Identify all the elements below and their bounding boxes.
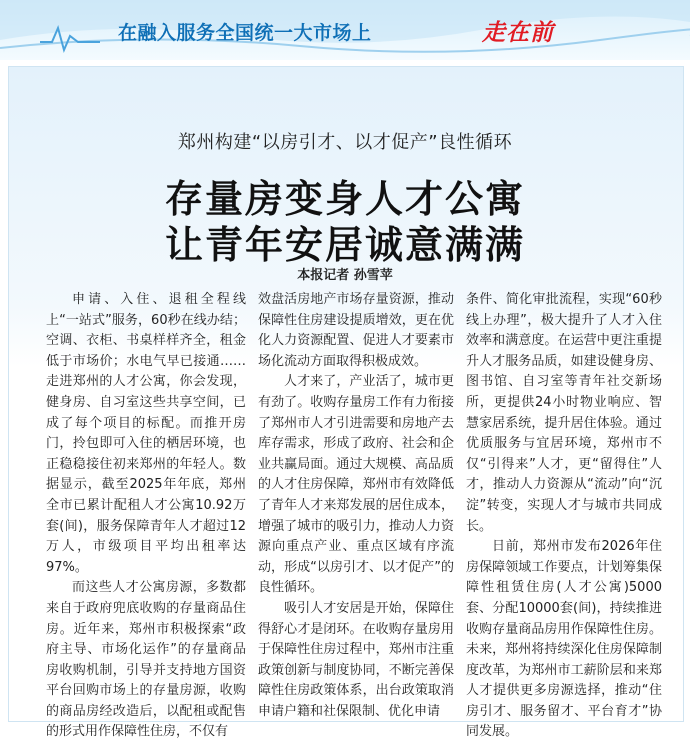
paragraph: 申请、入住、退租全程线上“一站式”服务，60秒在线办结；空调、衣柜、书桌样样齐全，租金低于市场价；水电气早已接通……走进郑州的人才公寓，你会发现，健身房、自习室这些共享空间，已成了每个项目的标配。而推开房门，拎包即可入住的栖居环境，也正稳稳接住初来郑州的年轻人。数据显示，截至2025年年底，郑州全市已累计配租人才公寓10.92万套(间)，服务保障青年人才超过12万人，市级项目平均出租率达97%。 <box>46 292 246 575</box>
article-column-3 <box>466 290 662 740</box>
paragraph: 条件、简化审批流程，实现“60秒线上办理”，极大提升了人才入住效率和满意度。在运营中更注重提升人才服务品质，如建设健身房、图书馆、自习室等青年社交新场所，更提供24小时物业响应、智慧家居系统，提升居住体验。通过优质服务与宜居环境，郑州市不仅“引得来”人才，更“留得住”人才，推动人力资源从“流动”向“沉淀”转变，实现人才与城市共同成长。 <box>466 292 662 534</box>
article-column-2 <box>258 290 454 719</box>
article-subtitle: 郑州构建“以房引才、以才促产”良性循环 <box>177 132 513 153</box>
banner-title: 在融入服务全国统一大市场上 <box>118 22 372 44</box>
paragraph: 而这些人才公寓房源，多数都来自于政府兜底收购的存量商品住房。近年来，郑州市积极探索“政府主导、市场化运作”的存量商品房收购机制，引导并支持地方国资平台回购市场上的存量房源，收购的商品房经改造后，以配租或配售的形式用作保障性住房，不仅有 <box>46 580 246 740</box>
banner-accent: 走在前 <box>482 20 554 46</box>
byline: 本报记者 孙雪苹 <box>297 268 393 283</box>
paragraph: 人才来了，产业活了，城市更有劲了。收购存量房工作有力衔接了郑州市人才引进需要和房地产去库存需求，形成了政府、社会和企业共赢局面。通过大规模、高品质的人才住房保障，郑州市有效降低了青年人才来郑发展的居住成本，增强了城市的吸引力，推动人力资源向重点产业、重点区域有序流动，形成“以房引才、以才促产”的良性循环。 <box>258 374 454 596</box>
paragraph: 日前，郑州市发布2026年住房保障领域工作要点，计划筹集保障性租赁住房(人才公寓)5000套、分配10000套(间)，持续推进收购存量商品房用作保障性住房。未来，郑州将持续深化住房保障制度改革，为郑州市工薪阶层和来郑人才提供更多房源选择，推动“住房引才、服务留才、平台育才”协同发展。 <box>466 539 662 740</box>
article-column-1 <box>46 290 246 740</box>
section-banner <box>0 0 690 60</box>
paragraph: 吸引人才安居是开始，保障住得舒心才是闭环。在收购存量房用于保障性住房过程中，郑州市注重政策创新与制度协同，不断完善保障性住房政策体系，出台政策取消申请户籍和社保限制、优化申请 <box>258 600 454 719</box>
headline-line-1: 存量房变身人才公寓 <box>164 177 525 221</box>
paragraph: 效盘活房地产市场存量资源，推动保障性住房建设提质增效，更在优化人力资源配置、促进人才要素市场化流动方面取得积极成效。 <box>258 292 454 369</box>
headline-line-2: 让青年安居诚意满满 <box>164 223 525 267</box>
